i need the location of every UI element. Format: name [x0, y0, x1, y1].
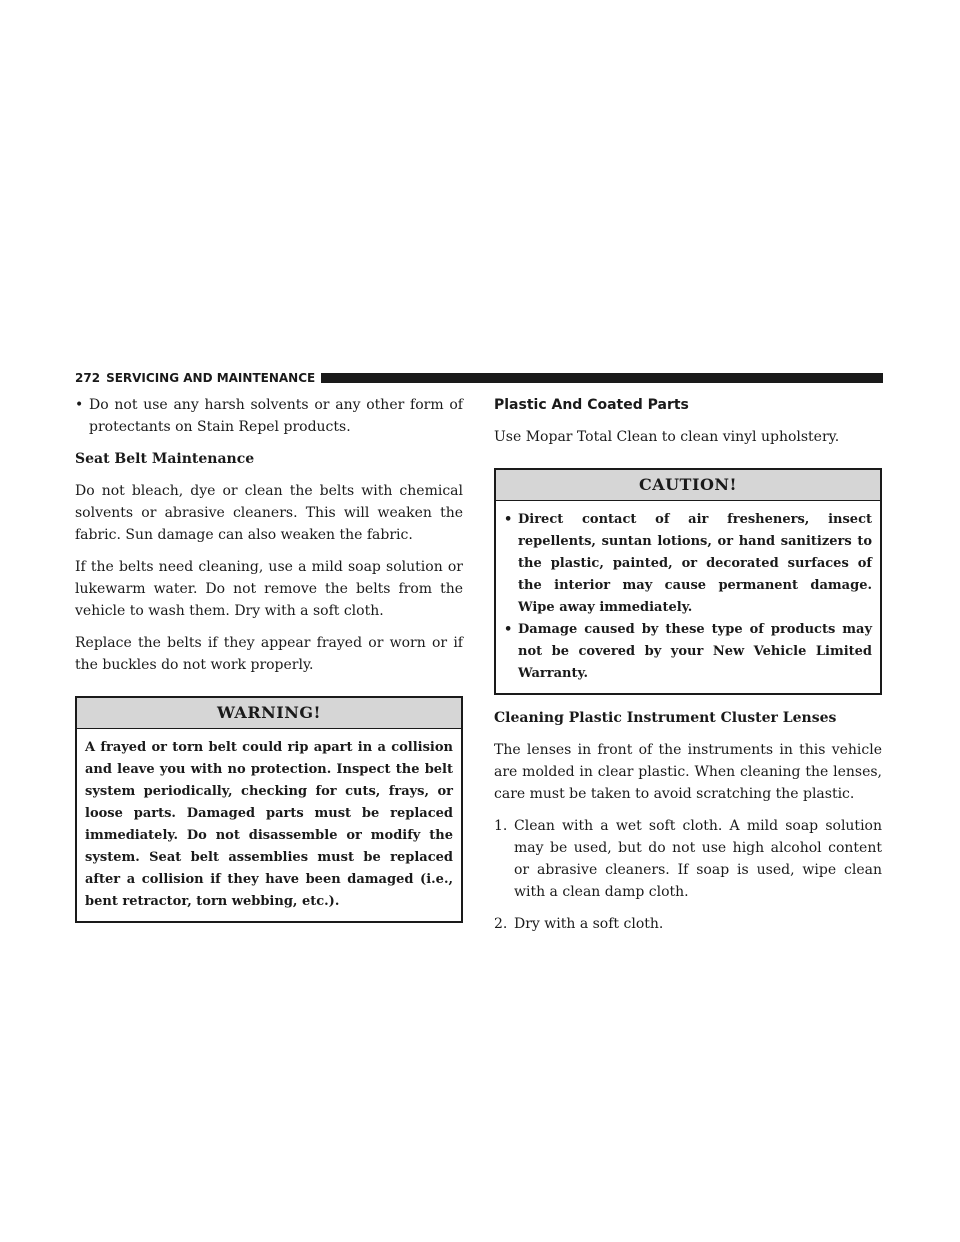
step-number: 1.	[494, 818, 508, 834]
page-number: 272	[75, 371, 101, 385]
left-column	[75, 394, 463, 935]
step-text: Dry with a soft cloth.	[514, 916, 664, 932]
bullet-glyph: •	[504, 512, 513, 527]
paragraph: Use Mopar Total Clean to clean vinyl upholstery.	[494, 429, 840, 445]
lens-heading: Cleaning Plastic Instrument Cluster Lenses	[494, 710, 837, 726]
header-rule	[321, 373, 883, 383]
list-item	[494, 913, 882, 935]
bullet-text: Do not use any harsh solvents or any other form of protectants on Stain Repel products.	[89, 397, 463, 435]
list-item	[504, 619, 872, 685]
plastic-parts-heading: Plastic And Coated Parts	[494, 397, 689, 413]
caution-bullet-text: Direct contact of air fresheners, insect repellents, suntan lotions, or hand sanitizers to the plastic, painted, or decorated surfaces of the interior may cause permanent damage. Wipe away immediately.	[518, 512, 872, 615]
caution-bullet-text: Damage caused by these type of products may not be covered by your New Vehicle Limited Warranty.	[518, 622, 872, 681]
paragraph: The lenses in front of the instruments in this vehicle are molded in clear plastic. When cleaning the lenses, care must be taken to avoid scratching the plastic.	[494, 742, 882, 802]
caution-box	[494, 468, 882, 695]
page-header	[75, 370, 883, 386]
paragraph: Replace the belts if they appear frayed or worn or if the buckles do not work properly.	[75, 635, 463, 673]
caution-title: CAUTION!	[496, 470, 880, 501]
warning-text: A frayed or torn belt could rip apart in a collision and leave you with no protection. Inspect the belt system periodically, checking for cuts, frays, or loose parts. Damaged parts must be replaced immediately. Do not disassemble or modify the system. Seat belt assemblies must be replaced after a collision if they have been damaged (i.e., bent retractor, torn webbing, etc.).	[85, 740, 453, 909]
bullet-glyph: •	[75, 397, 84, 413]
warning-title: WARNING!	[77, 698, 461, 729]
section-title: SERVICING AND MAINTENANCE	[106, 371, 316, 385]
seat-belt-heading: Seat Belt Maintenance	[75, 451, 255, 467]
paragraph: If the belts need cleaning, use a mild soap solution or lukewarm water. Do not remove the belts from the vehicle to wash them. Dry with a soft cloth.	[75, 559, 463, 619]
list-item	[504, 509, 872, 619]
list-item	[75, 394, 463, 438]
step-number: 2.	[494, 916, 508, 932]
warning-box	[75, 696, 463, 923]
caution-body	[496, 501, 880, 693]
right-column	[494, 394, 882, 945]
step-text: Clean with a wet soft cloth. A mild soap solution may be used, but do not use high alcohol content or abrasive cleaners. If soap is used, wipe clean with a clean damp cloth.	[514, 818, 882, 900]
list-item	[494, 815, 882, 903]
paragraph: Do not bleach, dye or clean the belts with chemical solvents or abrasive cleaners. This will weaken the fabric. Sun damage can also weaken the fabric.	[75, 483, 463, 543]
bullet-glyph: •	[504, 622, 513, 637]
